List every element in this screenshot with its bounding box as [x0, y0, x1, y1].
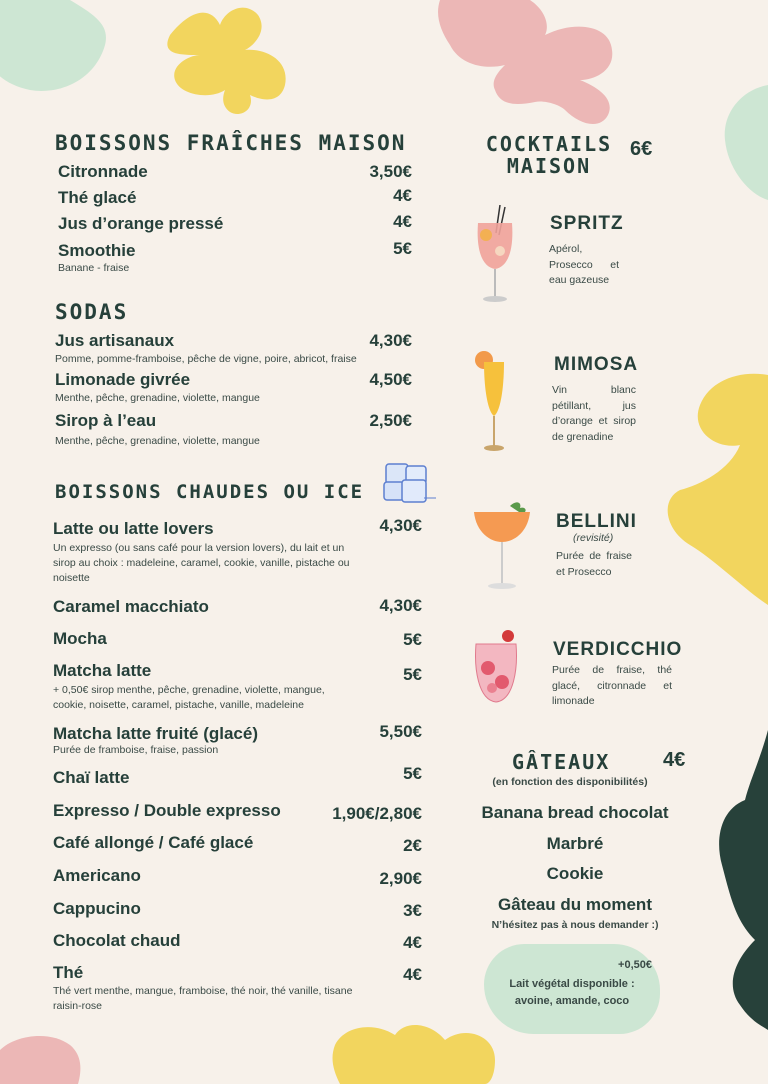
- menu-item-price: 1,90€/2,80€: [332, 804, 422, 823]
- menu-item-price: 4€: [403, 933, 422, 952]
- cakes-title: GÂTEAUX: [512, 750, 611, 774]
- cocktails-title-line1: COCKTAILS: [485, 132, 613, 156]
- menu-item-desc: Menthe, pêche, grenadine, violette, mangue: [55, 392, 260, 404]
- menu-item-price: 5€: [403, 665, 422, 684]
- menu-item-name: Smoothie: [58, 241, 136, 260]
- menu-item-price: 4€: [393, 186, 412, 205]
- plant-milk-surcharge: +0,50€: [618, 959, 652, 971]
- menu-item-desc: Un expresso (ou sans café pour la version lovers), du lait et un sirop au choix : madeleine, caramel, cookie, vanille, pistache ou noisette: [53, 542, 350, 584]
- cocktails-title-line2: MAISON: [506, 154, 592, 178]
- menu-item-desc: Banane - fraise: [58, 262, 130, 274]
- cocktail-desc: Purée de fraise, thé glacé, citronnade et limonade: [552, 664, 672, 707]
- menu-item-name: Chaï latte: [53, 768, 130, 787]
- menu-item-name: Expresso / Double expresso: [53, 801, 281, 820]
- spritz-glass-icon: [472, 205, 518, 305]
- cocktail-subtitle: (revisité): [573, 532, 614, 544]
- menu-item-name: Matcha latte: [53, 661, 152, 680]
- menu-item-name: Caramel macchiato: [53, 597, 209, 616]
- cold-drinks-title: BOISSONS FRAÎCHES MAISON: [55, 131, 407, 155]
- bellini-glass-icon: [470, 498, 536, 594]
- menu-item-price: 5€: [393, 239, 412, 258]
- menu-item-desc: Pomme, pomme-framboise, pêche de vigne, poire, abricot, fraise: [55, 353, 357, 365]
- plant-milk-badge: [484, 944, 660, 1034]
- menu-item-price: 4,30€: [379, 596, 422, 615]
- cocktail-name: VERDICCHIO: [553, 639, 683, 660]
- cake-item: Marbré: [546, 834, 604, 853]
- menu-item-name: Jus d’orange pressé: [58, 214, 224, 233]
- cocktail-name: BELLINI: [556, 511, 637, 532]
- menu-item-price: 4€: [393, 212, 412, 231]
- menu-item-desc: Menthe, pêche, grenadine, violette, mangue: [55, 435, 260, 447]
- menu-item-desc: Thé vert menthe, mangue, framboise, thé noir, thé vanille, tisane raisin-rose: [53, 985, 353, 1012]
- menu-item-price: 5€: [403, 764, 422, 783]
- menu-item-name: Sirop à l’eau: [55, 411, 157, 430]
- menu-item-price: 4,50€: [369, 370, 412, 389]
- menu-item-name: Limonade givrée: [55, 370, 191, 389]
- menu-item-name: Café allongé / Café glacé: [53, 833, 254, 852]
- cocktail-desc: Apérol, Prosecco et eau gazeuse: [549, 243, 619, 286]
- cake-item: Cookie: [546, 864, 604, 883]
- menu-item-price: 2€: [403, 836, 422, 855]
- menu-item-name: Citronnade: [58, 162, 148, 181]
- menu-item-name: Latte ou latte lovers: [53, 519, 214, 538]
- menu-item-name: Matcha latte fruité (glacé): [53, 724, 258, 743]
- menu-item-price: 5€: [403, 630, 422, 649]
- cakes-note: (en fonction des disponibilités): [492, 776, 648, 788]
- menu-item-price: 3€: [403, 901, 422, 920]
- ice-cubes-icon: [380, 462, 438, 506]
- verdicchio-glass-icon: [472, 628, 520, 708]
- menu-item-price: 2,90€: [379, 869, 422, 888]
- menu-item-desc: + 0,50€ sirop menthe, pêche, grenadine, violette, mangue, cookie, noisette, caramel, pistache, vanille, madeleine: [53, 684, 325, 711]
- menu-item-price: 3,50€: [369, 162, 412, 181]
- cocktails-price: 6€: [630, 138, 653, 160]
- menu-item-name: Chocolat chaud: [53, 931, 181, 950]
- mimosa-glass-icon: [474, 350, 514, 454]
- menu-item-name: Americano: [53, 866, 141, 885]
- cocktail-name: MIMOSA: [554, 354, 639, 375]
- cocktail-desc: Vin blanc pétillant, jus d’orange et sirop de grenadine: [552, 384, 636, 443]
- cake-item: Gâteau du moment: [498, 895, 652, 914]
- menu-item-name: Mocha: [53, 629, 107, 648]
- menu-item-name: Thé glacé: [58, 188, 137, 207]
- cake-item: Banana bread chocolat: [481, 803, 669, 822]
- sodas-title: SODAS: [55, 300, 129, 324]
- plant-milk-line1: Lait végétal disponible :: [509, 978, 635, 990]
- cakes-ask-note: N’hésitez pas à nous demander :): [491, 919, 659, 931]
- cocktail-desc: Purée de fraise et Prosecco: [556, 550, 632, 578]
- menu-item-price: 4,30€: [379, 516, 422, 535]
- menu-item-price: 4€: [403, 965, 422, 984]
- cocktail-name: SPRITZ: [550, 213, 624, 234]
- plant-milk-line2: avoine, amande, coco: [514, 995, 630, 1007]
- cakes-price: 4€: [663, 749, 686, 771]
- menu-item-name: Jus artisanaux: [55, 331, 175, 350]
- hot-drinks-title: BOISSONS CHAUDES OU ICE: [55, 481, 365, 503]
- menu-item-name: Thé: [53, 963, 84, 982]
- menu-item-price: 5,50€: [379, 722, 422, 741]
- menu-item-price: 4,30€: [369, 331, 412, 350]
- menu-item-name: Cappucino: [53, 899, 141, 918]
- menu-item-price: 2,50€: [369, 411, 412, 430]
- menu-item-desc: Purée de framboise, fraise, passion: [53, 744, 219, 756]
